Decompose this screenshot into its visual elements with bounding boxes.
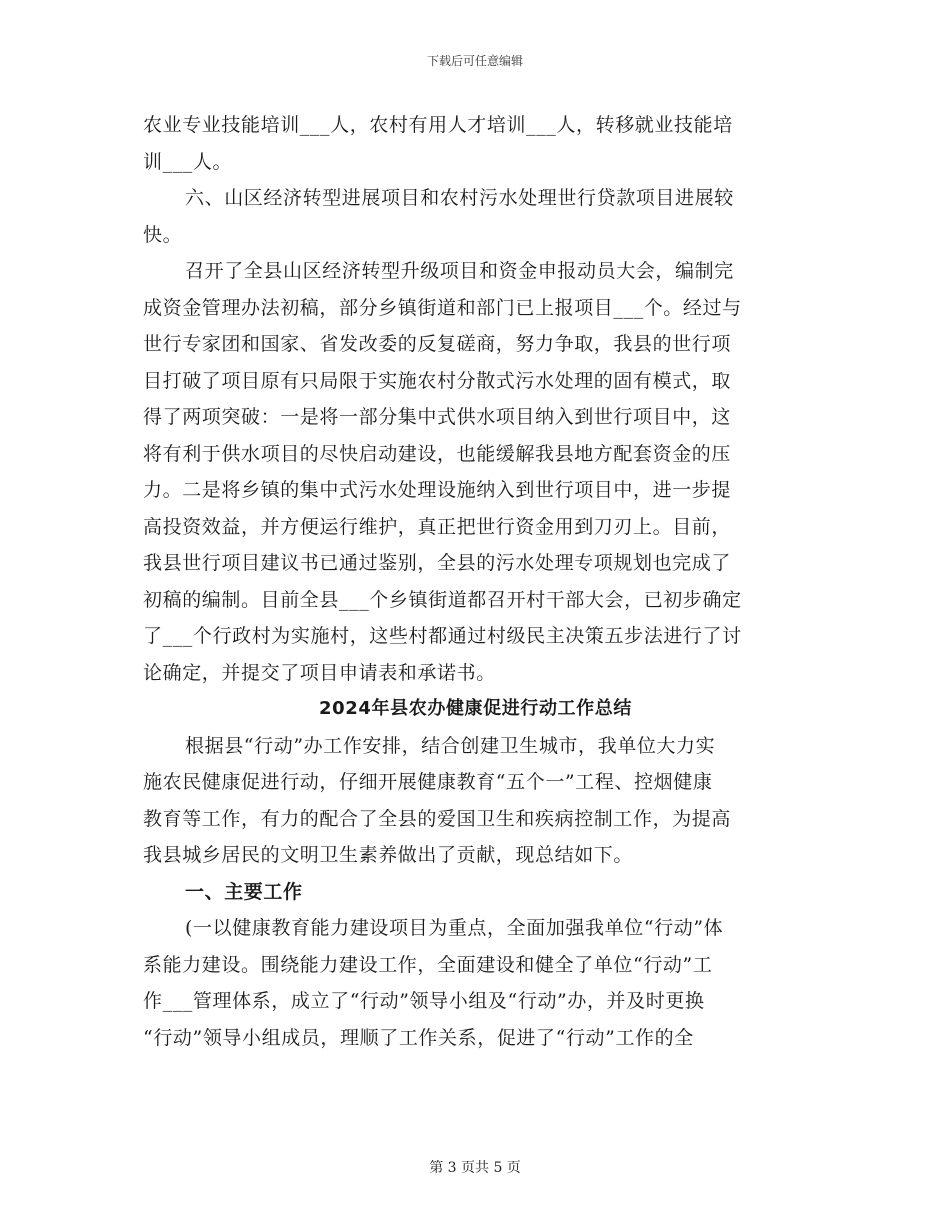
document-title: 2024年县农办健康促进行动工作总结 xyxy=(319,698,632,719)
section-heading-line: 快。 xyxy=(143,223,183,246)
paragraph-line: 根据县“行动”办工作安排，结合创建卫生城市，我单位大力实 xyxy=(185,734,716,757)
section-heading-line: 六、山区经济转型进展项目和农村污水处理世行贷款项目进展较 xyxy=(185,187,734,209)
paragraph-line: 初稿的编制。目前全县___个乡镇街道都召开村干部大会，已初步确定 xyxy=(143,588,742,611)
paragraph-line: (一以健康教育能力建设项目为重点，全面加强我单位“行动”体 xyxy=(185,917,724,939)
paragraph-line: 教育等工作，有力的配合了全县的爱国卫生和疾病控制工作，为提高 xyxy=(143,807,732,830)
paragraph-line: “行动”领导小组成员，理顺了工作关系，促进了“行动”工作的全 xyxy=(143,1026,694,1049)
paragraph-line: 目打破了项目原有只局限于实施农村分散式污水处理的固有模式，取 xyxy=(143,369,732,392)
paragraph-line: 论确定，并提交了项目申请表和承诺书。 xyxy=(143,661,496,684)
page-header: 下载后可任意编辑 xyxy=(426,54,523,68)
paragraph-line: 成资金管理办法初稿，部分乡镇街道和部门已上报项目___个。经过与 xyxy=(143,296,742,319)
paragraph-line: 力。二是将乡镇的集中式污水处理设施纳入到世行项目中，进一步提 xyxy=(143,479,732,501)
document-body xyxy=(143,107,808,1056)
paragraph-line: 得了两项突破：一是将一部分集中式供水项目纳入到世行项目中，这 xyxy=(143,406,732,428)
paragraph-line: 将有利于供水项目的尽快启动建设，也能缓解我县地方配套资金的压 xyxy=(143,442,732,465)
paragraph-line: 世行专家团和国家、省发改委的反复磋商，努力争取，我县的世行项 xyxy=(143,333,732,355)
paragraph-line: 作___管理体系，成立了“行动”领导小组及“行动”办，并及时更换 xyxy=(143,990,705,1012)
paragraph-line: 训___人。 xyxy=(143,150,233,173)
paragraph-line: 农业专业技能培训___人，农村有用人才培训___人，转移就业技能培 xyxy=(143,114,733,136)
paragraph-line: 我县城乡居民的文明卫生素养做出了贡献，现总结如下。 xyxy=(143,844,634,866)
page-footer: 第 3 页共 5 页 xyxy=(429,1160,521,1176)
paragraph-line: 我县世行项目建议书已通过鉴别，全县的污水处理专项规划也完成了 xyxy=(143,552,732,574)
paragraph-line: 施农民健康促进行动，仔细开展健康教育“五个一”工程、控烟健康 xyxy=(143,771,713,793)
paragraph-line: 召开了全县山区经济转型升级项目和资金申报动员大会，编制完 xyxy=(185,260,734,282)
paragraph-line: 了___个行政村为实施村，这些村都通过村级民主决策五步法进行了讨 xyxy=(143,625,742,647)
paragraph-line: 高投资效益，并方便运行维护，真正把世行资金用到刀刃上。目前， xyxy=(143,515,732,538)
paragraph-line: 系能力建设。围绕能力建设工作，全面建设和健全了单位“行动”工 xyxy=(143,953,713,976)
section-heading: 一、主要工作 xyxy=(185,880,303,903)
